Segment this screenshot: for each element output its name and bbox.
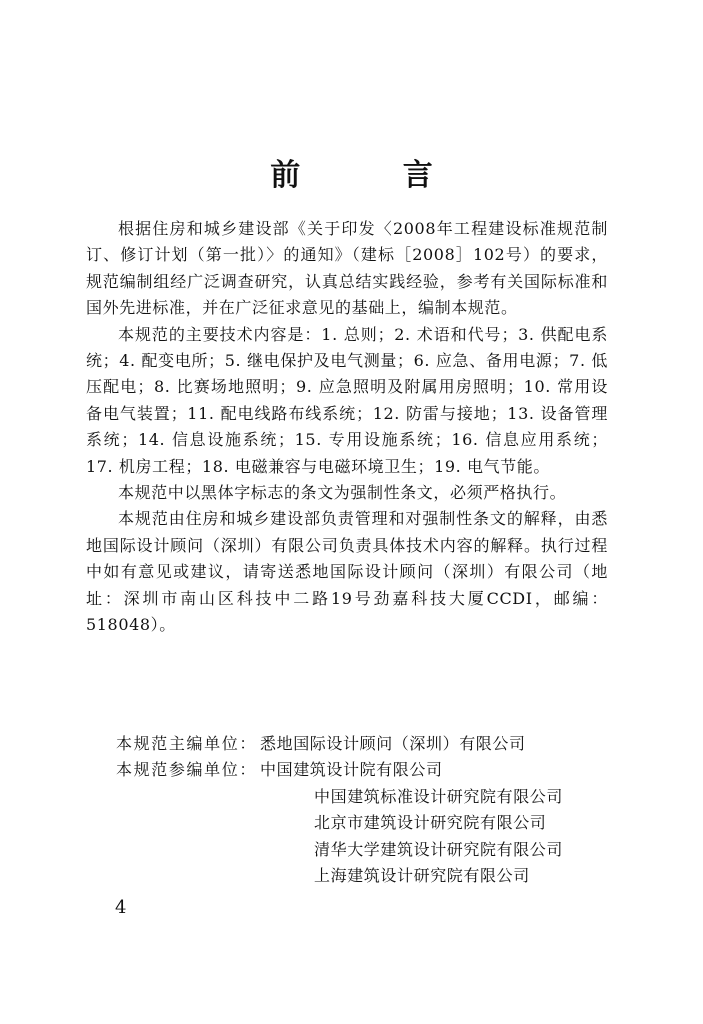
page-number: 4 — [115, 897, 127, 918]
participating-unit: 中国建筑设计院有限公司 — [260, 760, 443, 780]
participating-unit: 上海建筑设计研究院有限公司 — [314, 866, 530, 886]
participating-row — [86, 757, 626, 783]
participating-label: 本规范参编单位： — [116, 760, 256, 780]
body-text — [86, 216, 608, 639]
chief-editor-row — [86, 731, 626, 757]
participating-unit: 北京市建筑设计研究院有限公司 — [314, 813, 547, 833]
participating-unit: 中国建筑标准设计研究院有限公司 — [314, 786, 564, 806]
chief-editor-label: 本规范主编单位： — [116, 734, 256, 753]
participating-unit: 清华大学建筑设计研究院有限公司 — [314, 839, 564, 859]
paragraph-technical-content: 本规范的主要技术内容是：1. 总则；2. 术语和代号；3. 供配电系统；4. 配变电所；5. 继电保护及电气测量；6. 应急、备用电源；7. 低压配电；8. 比赛场地照明；9. 应急照明及附属用房照明；10. 常用设备电气装置；11. 配电线路布线系统；12. 防雷与接地；13. 设备管理系统；14. 信息设施系统；15. 专用设施系统；16. 信息应用系统；17. 机房工程；18. 电磁兼容与电磁环境卫生；19. 电气节能。 — [86, 324, 608, 476]
paragraph-mandatory-provisions: 本规范中以黑体字标志的条文为强制性条文，必须严格执行。 — [118, 483, 567, 503]
paragraph-management: 本规范由住房和城乡建设部负责管理和对强制性条文的解释，由悉地国际设计顾问（深圳）有限公司负责具体技术内容的解释。执行过程中如有意见或建议，请寄送悉地国际设计顾问（深圳）有限公司（地址：深圳市南山区科技中二路19号劲嘉科技大厦CCDI，邮编：518048）。 — [86, 509, 608, 635]
page-title: 前 言 — [270, 158, 479, 193]
paragraph-basis: 根据住房和城乡建设部《关于印发〈2008年工程建设标准规范制订、修订计划（第一批）〉的通知》（建标［2008］102号）的要求，规范编制组经广泛调查研究，认真总结实践经验，参考有关国际标准和国外先进标准，并在广泛征求意见的基础上，编制本规范。 — [86, 219, 608, 318]
organization-list — [86, 731, 626, 889]
chief-editor-unit: 悉地国际设计顾问（深圳）有限公司 — [260, 734, 526, 753]
